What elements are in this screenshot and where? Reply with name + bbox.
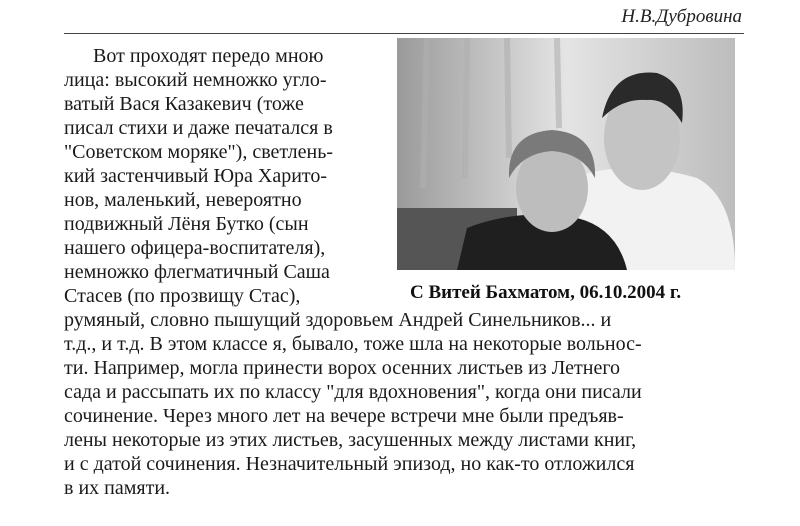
article-line: Стасев (по прозвищу Стас),: [64, 285, 301, 307]
article-line: нашего офицера-воспитателя),: [64, 237, 326, 259]
article-line: подвижный Лёня Бутко (сын: [64, 213, 309, 235]
article-line: "Советском моряке"), светлень-: [64, 141, 333, 163]
article-line: лены некоторые из этих листьев, засушенных между листами книг,: [64, 429, 637, 451]
article-line: писал стихи и даже печатался в: [64, 117, 333, 139]
article-line: сочинение. Через много лет на вечере встречи мне были предъяв-: [64, 405, 624, 427]
article-line: ватый Вася Казакевич (тоже: [64, 93, 304, 115]
article-line: сада и рассыпать их по классу "для вдохновения", когда они писали: [64, 381, 642, 403]
article-line: немножко флегматичный Саша: [64, 261, 330, 283]
article-line: Вот проходят передо мною: [93, 45, 324, 67]
article-line: т.д., и т.д. В этом классе я, бывало, тоже шла на некоторые вольнос-: [64, 333, 642, 355]
article-line: ти. Например, могла принести ворох осенних листьев из Летнего: [64, 357, 621, 379]
photo-illustration: [397, 38, 735, 270]
article-line: румяный, словно пышущий здоровьем Андрей Синельников... и: [64, 309, 612, 331]
article-line: лица: высокий немножко угло-: [64, 69, 327, 91]
article-line: нов, маленький, невероятно: [64, 189, 302, 211]
photo-caption: С Витей Бахматом, 06.10.2004 г.: [410, 282, 682, 303]
article-line: и с датой сочинения. Незначительный эпизод, но как-то отложился: [64, 453, 635, 475]
author-header: Н.В.Дубровина: [621, 6, 742, 27]
article-line: кий застенчивый Юра Харито-: [64, 165, 328, 187]
article-line: в их памяти.: [64, 477, 171, 499]
header-divider: [64, 33, 744, 34]
portrait-photo: [397, 38, 735, 270]
